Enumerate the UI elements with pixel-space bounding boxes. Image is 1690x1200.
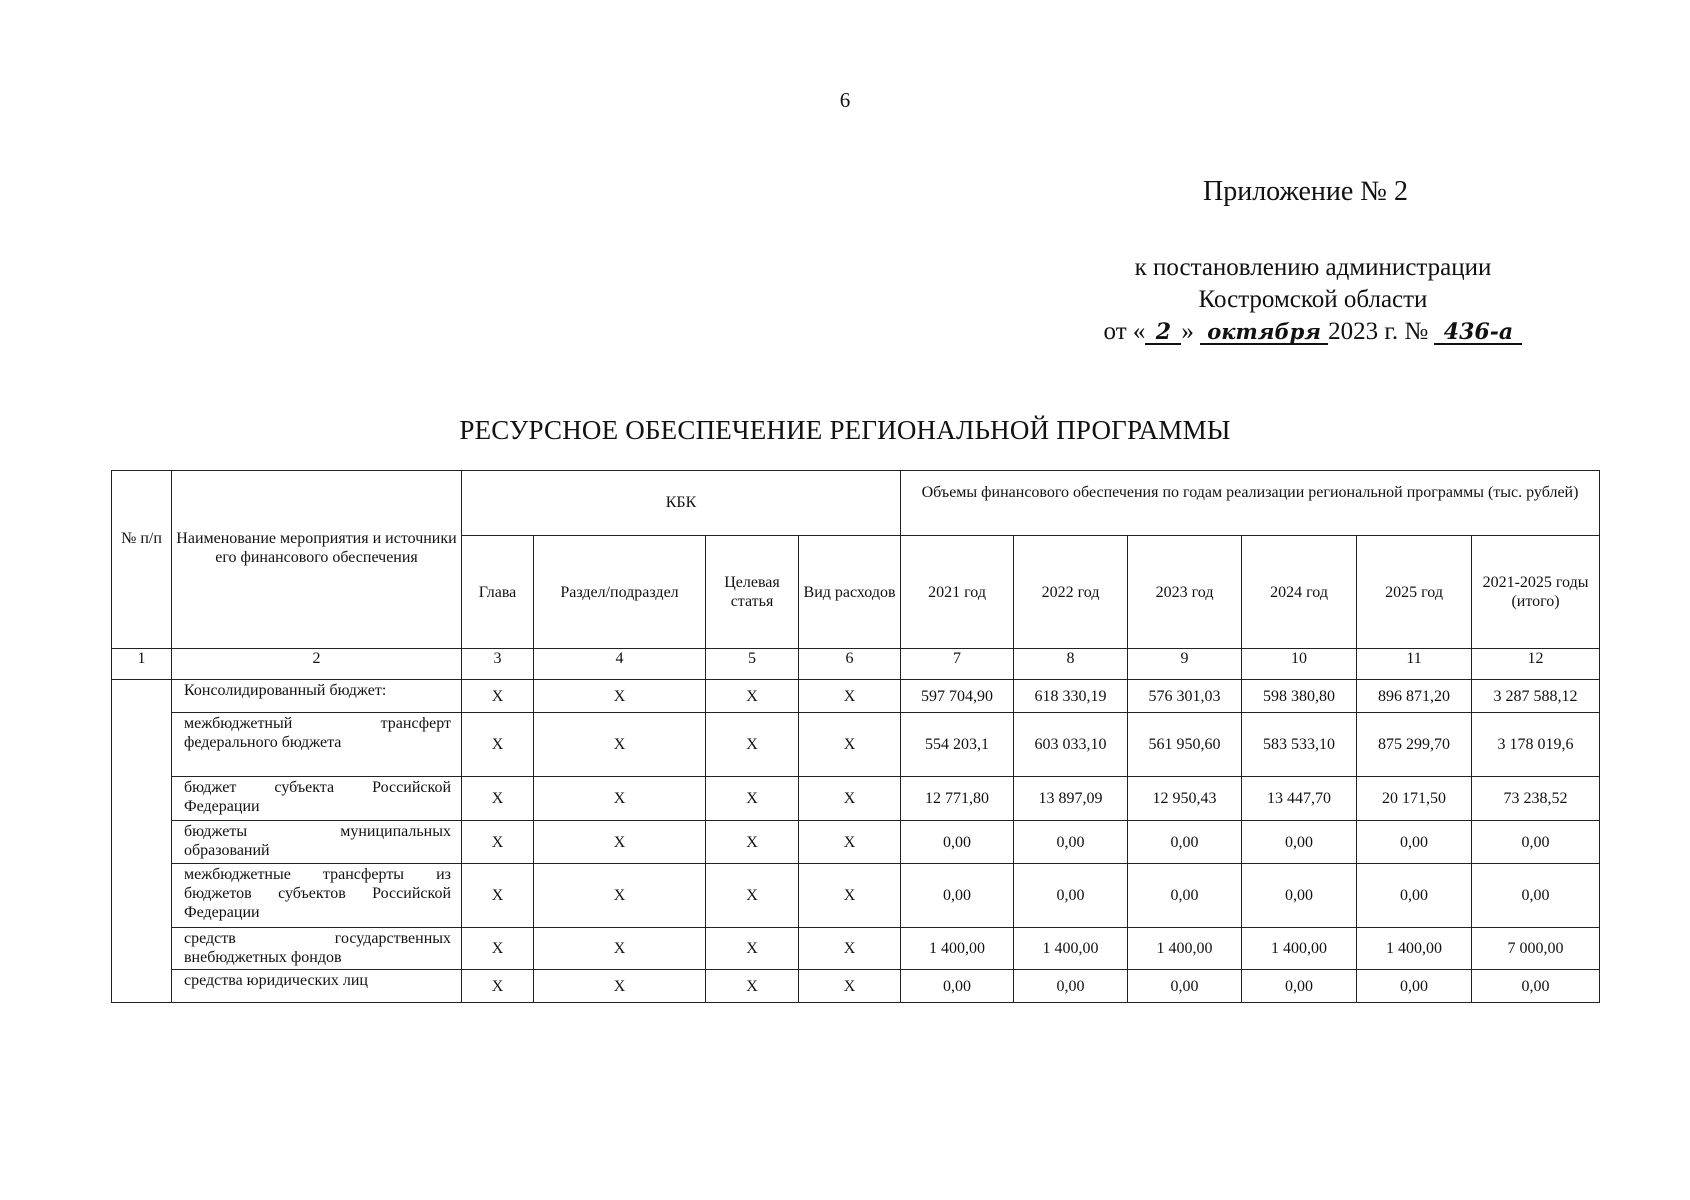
cell-2024: 583 533,10 <box>1242 713 1357 777</box>
cell-2025: 875 299,70 <box>1357 713 1472 777</box>
cell-total: 7 000,00 <box>1472 928 1600 970</box>
cell-total: 0,00 <box>1472 821 1600 864</box>
cell-razdel: Х <box>534 777 706 821</box>
header-kbk: КБК <box>462 471 901 536</box>
cell-2024: 0,00 <box>1242 970 1357 1003</box>
cell-total: 0,00 <box>1472 970 1600 1003</box>
cell-2024: 0,00 <box>1242 821 1357 864</box>
source-name: бюджеты муниципальных образований <box>172 821 462 864</box>
cell-2023: 0,00 <box>1128 970 1242 1003</box>
cell-glava: Х <box>462 864 534 928</box>
cell-2025: 0,00 <box>1357 970 1472 1003</box>
cell-razdel: Х <box>534 680 706 713</box>
cell-glava: Х <box>462 680 534 713</box>
cell-2021: 0,00 <box>901 970 1014 1003</box>
decree-line-2: Костромской области <box>1198 286 1428 313</box>
header-2025: 2025 год <box>1357 536 1472 649</box>
header-razdel: Раздел/подраздел <box>534 536 706 649</box>
header-2021: 2021 год <box>901 536 1014 649</box>
cell-2023: 576 301,03 <box>1128 680 1242 713</box>
handwritten-number: 436-а <box>1434 321 1522 345</box>
cell-total: 0,00 <box>1472 864 1600 928</box>
table-row <box>112 680 1600 713</box>
cell-glava: Х <box>462 777 534 821</box>
cell-2024: 598 380,80 <box>1242 680 1357 713</box>
cell-vid: Х <box>799 864 901 928</box>
cell-2021: 0,00 <box>901 821 1014 864</box>
source-name: средств государственных внебюджетных фондов <box>172 928 462 970</box>
column-number: 8 <box>1014 649 1128 680</box>
appendix-label: Приложение № 2 <box>1203 176 1408 207</box>
decree-reference <box>1103 252 1523 348</box>
cell-celevaya: Х <box>706 680 799 713</box>
cell-2025: 896 871,20 <box>1357 680 1472 713</box>
cell-total: 73 238,52 <box>1472 777 1600 821</box>
table-row <box>112 970 1600 1003</box>
cell-razdel: Х <box>534 821 706 864</box>
cell-2023: 1 400,00 <box>1128 928 1242 970</box>
decree-prefix: от « <box>1103 318 1146 345</box>
cell-2022: 603 033,10 <box>1014 713 1128 777</box>
table-row <box>112 864 1600 928</box>
cell-2025: 0,00 <box>1357 864 1472 928</box>
header-2023: 2023 год <box>1128 536 1242 649</box>
cell-celevaya: Х <box>706 777 799 821</box>
decree-line-1: к постановлению администрации <box>1134 254 1492 281</box>
cell-2021: 12 771,80 <box>901 777 1014 821</box>
column-number-row <box>112 649 1600 680</box>
cell-2022: 0,00 <box>1014 864 1128 928</box>
cell-2021: 1 400,00 <box>901 928 1014 970</box>
cell-vid: Х <box>799 970 901 1003</box>
source-name: межбюджетный трансферт федерального бюджета <box>172 713 462 777</box>
cell-celevaya: Х <box>706 928 799 970</box>
document-title: РЕСУРСНОЕ ОБЕСПЕЧЕНИЕ РЕГИОНАЛЬНОЙ ПРОГРАММЫ <box>459 415 1231 445</box>
cell-celevaya: Х <box>706 713 799 777</box>
cell-razdel: Х <box>534 713 706 777</box>
column-number: 11 <box>1357 649 1472 680</box>
cell-2023: 0,00 <box>1128 864 1242 928</box>
cell-2024: 1 400,00 <box>1242 928 1357 970</box>
cell-2025: 0,00 <box>1357 821 1472 864</box>
handwritten-month: октября <box>1200 321 1328 345</box>
cell-2024: 0,00 <box>1242 864 1357 928</box>
column-number: 6 <box>799 649 901 680</box>
cell-2021: 597 704,90 <box>901 680 1014 713</box>
cell-vid: Х <box>799 713 901 777</box>
cell-2024: 13 447,70 <box>1242 777 1357 821</box>
cell-razdel: Х <box>534 928 706 970</box>
cell-vid: Х <box>799 680 901 713</box>
cell-2022: 0,00 <box>1014 821 1128 864</box>
column-number: 5 <box>706 649 799 680</box>
decree-mid: » <box>1181 318 1194 345</box>
header-celevaya: Целевая статья <box>706 536 799 649</box>
source-name: Консолидированный бюджет: <box>172 680 462 713</box>
header-name: Наименование мероприятия и источники его финансового обеспечения <box>172 471 462 649</box>
cell-glava: Х <box>462 713 534 777</box>
decree-year: 2023 г. № <box>1328 318 1429 345</box>
source-name: средства юридических лиц <box>172 970 462 1003</box>
column-number: 4 <box>534 649 706 680</box>
cell-vid: Х <box>799 928 901 970</box>
cell-vid: Х <box>799 777 901 821</box>
cell-glava: Х <box>462 970 534 1003</box>
cell-2021: 554 203,1 <box>901 713 1014 777</box>
cell-2023: 12 950,43 <box>1128 777 1242 821</box>
header-2022: 2022 год <box>1014 536 1128 649</box>
column-number: 9 <box>1128 649 1242 680</box>
header-glava: Глава <box>462 536 534 649</box>
cell-2022: 618 330,19 <box>1014 680 1128 713</box>
cell-2023: 561 950,60 <box>1128 713 1242 777</box>
table-row <box>112 928 1600 970</box>
header-total: 2021-2025 годы (итого) <box>1472 536 1600 649</box>
cell-2023: 0,00 <box>1128 821 1242 864</box>
column-number: 2 <box>172 649 462 680</box>
cell-razdel: Х <box>534 970 706 1003</box>
cell-2022: 1 400,00 <box>1014 928 1128 970</box>
cell-celevaya: Х <box>706 864 799 928</box>
cell-2022: 0,00 <box>1014 970 1128 1003</box>
cell-2021: 0,00 <box>901 864 1014 928</box>
handwritten-day: 2 <box>1145 321 1181 345</box>
cell-razdel: Х <box>534 864 706 928</box>
header-financing: Объемы финансового обеспечения по годам реализации региональной программы (тыс. рублей) <box>901 471 1600 536</box>
cell-2025: 1 400,00 <box>1357 928 1472 970</box>
cell-total: 3 178 019,6 <box>1472 713 1600 777</box>
column-number: 3 <box>462 649 534 680</box>
table-row <box>112 777 1600 821</box>
cell-celevaya: Х <box>706 970 799 1003</box>
column-number: 1 <box>112 649 172 680</box>
header-num: № п/п <box>112 471 172 649</box>
table-row <box>112 821 1600 864</box>
decree-line-3 <box>1103 316 1523 348</box>
row-number-cell <box>112 680 172 1003</box>
source-name: межбюджетные трансферты из бюджетов субъектов Российской Федерации <box>172 864 462 928</box>
header-vid: Вид расходов <box>799 536 901 649</box>
cell-total: 3 287 588,12 <box>1472 680 1600 713</box>
column-number: 7 <box>901 649 1014 680</box>
cell-2025: 20 171,50 <box>1357 777 1472 821</box>
resources-table <box>111 470 1600 1003</box>
column-number: 10 <box>1242 649 1357 680</box>
cell-celevaya: Х <box>706 821 799 864</box>
page-number: 6 <box>839 88 851 112</box>
table-row <box>112 713 1600 777</box>
cell-2022: 13 897,09 <box>1014 777 1128 821</box>
header-2024: 2024 год <box>1242 536 1357 649</box>
cell-glava: Х <box>462 928 534 970</box>
cell-vid: Х <box>799 821 901 864</box>
column-number: 12 <box>1472 649 1600 680</box>
cell-glava: Х <box>462 821 534 864</box>
source-name: бюджет субъекта Российской Федерации <box>172 777 462 821</box>
